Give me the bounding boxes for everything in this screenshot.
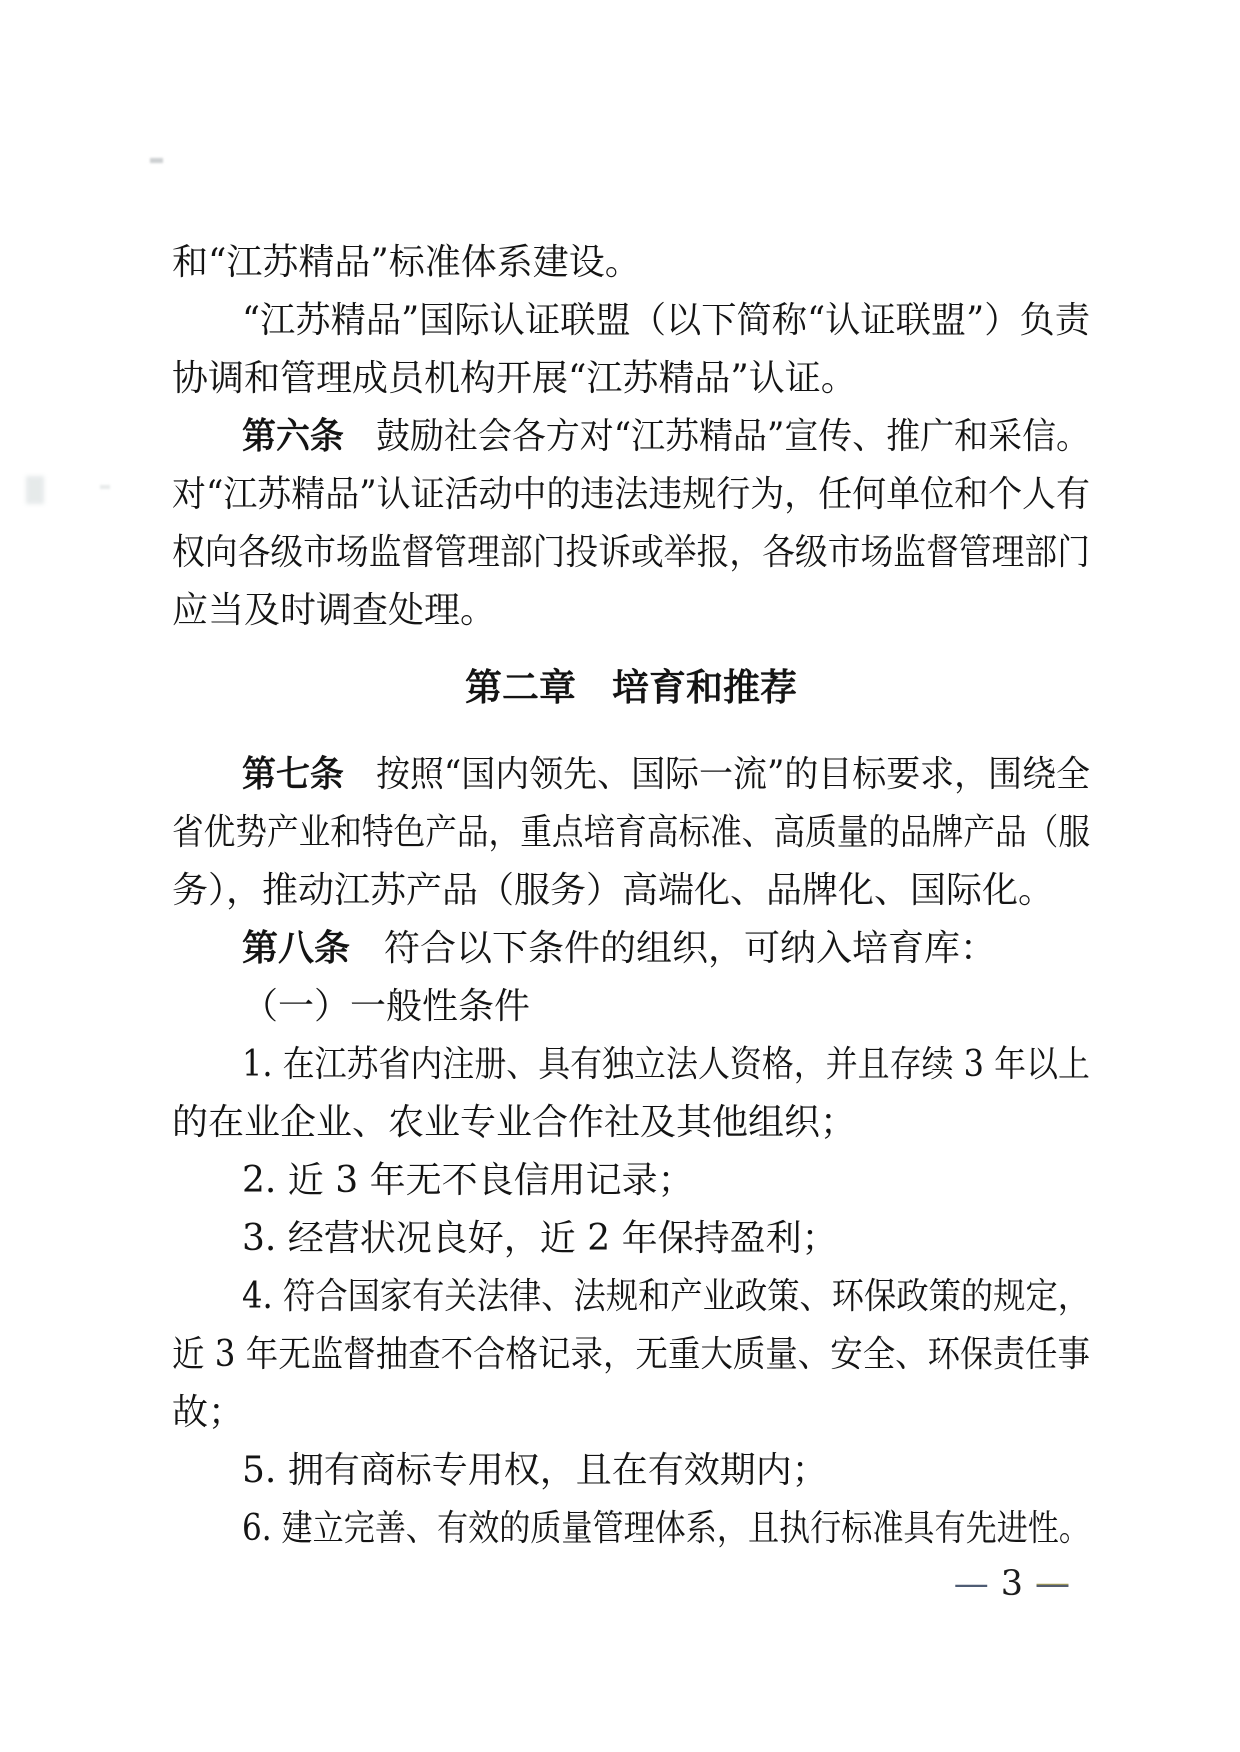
footer-dash-right: —: [1035, 1564, 1070, 1604]
document-line: [172, 978, 1090, 1036]
line-text: 3. 经营状况良好，近 2 年保持盈利；: [242, 1218, 838, 1259]
paragraphs-after-heading: [172, 746, 1090, 1558]
document-line: [172, 1326, 1090, 1384]
document-line: [172, 408, 1090, 466]
line-text: 1. 在江苏省内注册、具有独立法人资格，并且存续 3 年以上: [242, 1044, 1090, 1085]
paragraphs-before-heading: [172, 234, 1090, 640]
document-line: [172, 862, 1090, 920]
document-line: [172, 350, 1090, 408]
document-line: [172, 1094, 1090, 1152]
line-text: 和“江苏精品”标准体系建设。: [172, 242, 641, 283]
line-text: 第七条 按照“国内领先、国际一流”的目标要求，围绕全: [242, 754, 1090, 795]
document-line: [172, 292, 1090, 350]
line-text: 5. 拥有商标专用权，且在有效期内；: [242, 1450, 828, 1491]
document-line: [172, 746, 1090, 804]
line-text: 6. 建立完善、有效的质量管理体系，且执行标准具有先进性。: [242, 1508, 1090, 1549]
document-body: [172, 234, 1090, 1558]
document-line: [172, 1442, 1090, 1500]
chapter-heading: [172, 659, 1090, 717]
line-text: 4. 符合国家有关法律、法规和产业政策、环保政策的规定，: [242, 1276, 1090, 1317]
line-text: 对“江苏精品”认证活动中的违法违规行为，任何单位和个人有: [172, 474, 1090, 515]
document-line: [172, 582, 1090, 640]
page-footer: [954, 1560, 1070, 1608]
line-text: 第八条 符合以下条件的组织，可纳入培育库：: [242, 928, 997, 969]
article-number: 第七条: [242, 754, 344, 795]
line-text: 权向各级市场监督管理部门投诉或举报，各级市场监督管理部门: [172, 532, 1090, 573]
document-line: [172, 234, 1090, 292]
footer-dash-left: —: [953, 1564, 989, 1604]
article-number: 第八条: [242, 928, 351, 969]
chapter-title: 培育和推荐: [612, 666, 797, 709]
line-text: 省优势产业和特色产品，重点培育高标准、高质量的品牌产品（服: [172, 812, 1090, 853]
line-text: 的在业企业、农业专业合作社及其他组织；: [172, 1102, 857, 1143]
document-line: [172, 466, 1090, 524]
line-text: 近 3 年无监督抽查不合格记录，无重大质量、安全、环保责任事: [172, 1334, 1090, 1375]
line-text: 第六条 鼓励社会各方对“江苏精品”宣传、推广和采信。: [242, 416, 1090, 457]
document-line: [172, 1500, 1090, 1558]
line-text: 务），推动江苏产品（服务）高端化、品牌化、国际化。: [172, 870, 1055, 911]
scan-artifact: [100, 485, 110, 489]
document-line: [172, 1210, 1090, 1268]
document-line: [172, 1268, 1090, 1326]
line-text: “江苏精品”国际认证联盟（以下简称“认证联盟”）负责: [242, 300, 1090, 341]
document-line: [172, 804, 1090, 862]
document-line: [172, 920, 1090, 978]
line-text: 故；: [172, 1392, 245, 1433]
document-line: [172, 1384, 1090, 1442]
document-line: [172, 524, 1090, 582]
document-line: [172, 1152, 1090, 1210]
scan-artifact: [26, 476, 44, 504]
line-text: 2. 近 3 年无不良信用记录；: [242, 1160, 694, 1201]
scan-artifact: [150, 158, 163, 163]
article-number: 第六条: [242, 416, 344, 457]
line-text: 应当及时调查处理。: [172, 590, 497, 631]
page-number: 3: [1000, 1564, 1023, 1604]
line-text: （一）一般性条件: [242, 986, 531, 1027]
document-line: [172, 1036, 1090, 1094]
line-text: 协调和管理成员机构开展“江苏精品”认证。: [172, 358, 857, 399]
chapter-number: 第二章: [465, 666, 576, 709]
